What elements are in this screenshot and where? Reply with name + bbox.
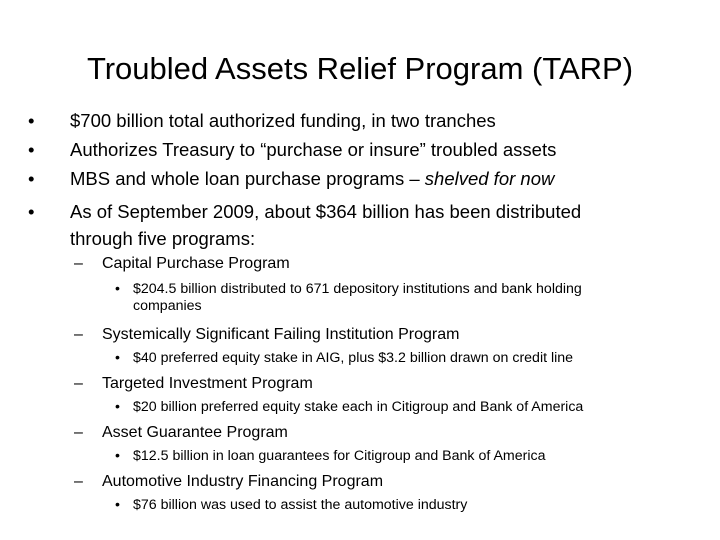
program-name: Asset Guarantee Program xyxy=(102,424,288,441)
program-name: Systemically Significant Failing Institution Program xyxy=(102,326,460,343)
program-item xyxy=(74,254,662,274)
dash-icon: – xyxy=(74,473,83,490)
bullet-icon: • xyxy=(115,497,120,513)
bullet-point xyxy=(28,107,670,134)
bullet-text: As of September 2009, about $364 billion has been distributed through five programs: xyxy=(70,201,582,249)
program-detail-text: $20 billion preferred equity stake each in Citigroup and Bank of America xyxy=(133,399,584,415)
bullet-point xyxy=(28,198,630,252)
bullet-text: MBS and whole loan purchase programs – xyxy=(70,168,425,189)
bullet-icon: • xyxy=(115,448,120,464)
program-detail-text: $76 billion was used to assist the automotive industry xyxy=(133,497,468,513)
program-item xyxy=(74,374,662,394)
program-name: Capital Purchase Program xyxy=(102,255,290,272)
program-item xyxy=(74,423,662,443)
program-detail xyxy=(115,497,653,514)
program-detail xyxy=(115,281,653,315)
bullet-icon: • xyxy=(28,139,35,160)
program-detail xyxy=(115,350,653,367)
program-detail xyxy=(115,448,653,465)
program-detail-text: $40 preferred equity stake in AIG, plus $3.2 billion drawn on credit line xyxy=(133,350,574,366)
bullet-point xyxy=(28,136,670,163)
bullet-text: Authorizes Treasury to “purchase or insure” troubled assets xyxy=(70,139,557,160)
dash-icon: – xyxy=(74,255,83,272)
program-name: Automotive Industry Financing Program xyxy=(102,473,384,490)
bullet-icon: • xyxy=(28,110,35,131)
dash-icon: – xyxy=(74,326,83,343)
bullet-text: $700 billion total authorized funding, in two tranches xyxy=(70,110,496,131)
bullet-icon: • xyxy=(115,350,120,366)
bullet-emphasis: shelved for now xyxy=(424,168,555,189)
program-detail-text: $204.5 billion distributed to 671 depository institutions and bank holding companies xyxy=(133,281,582,314)
bullet-icon: • xyxy=(28,168,35,189)
bullet-point xyxy=(28,165,670,192)
program-item xyxy=(74,472,662,492)
program-detail-text: $12.5 billion in loan guarantees for Citigroup and Bank of America xyxy=(133,448,546,464)
bullet-icon: • xyxy=(115,281,120,297)
program-name: Targeted Investment Program xyxy=(102,375,313,392)
bullet-icon: • xyxy=(28,201,35,222)
program-detail xyxy=(115,399,653,416)
dash-icon: – xyxy=(74,424,83,441)
slide-title: Troubled Assets Relief Program (TARP) xyxy=(86,51,634,86)
dash-icon: – xyxy=(74,375,83,392)
bullet-icon: • xyxy=(115,399,120,415)
program-item xyxy=(74,325,662,345)
